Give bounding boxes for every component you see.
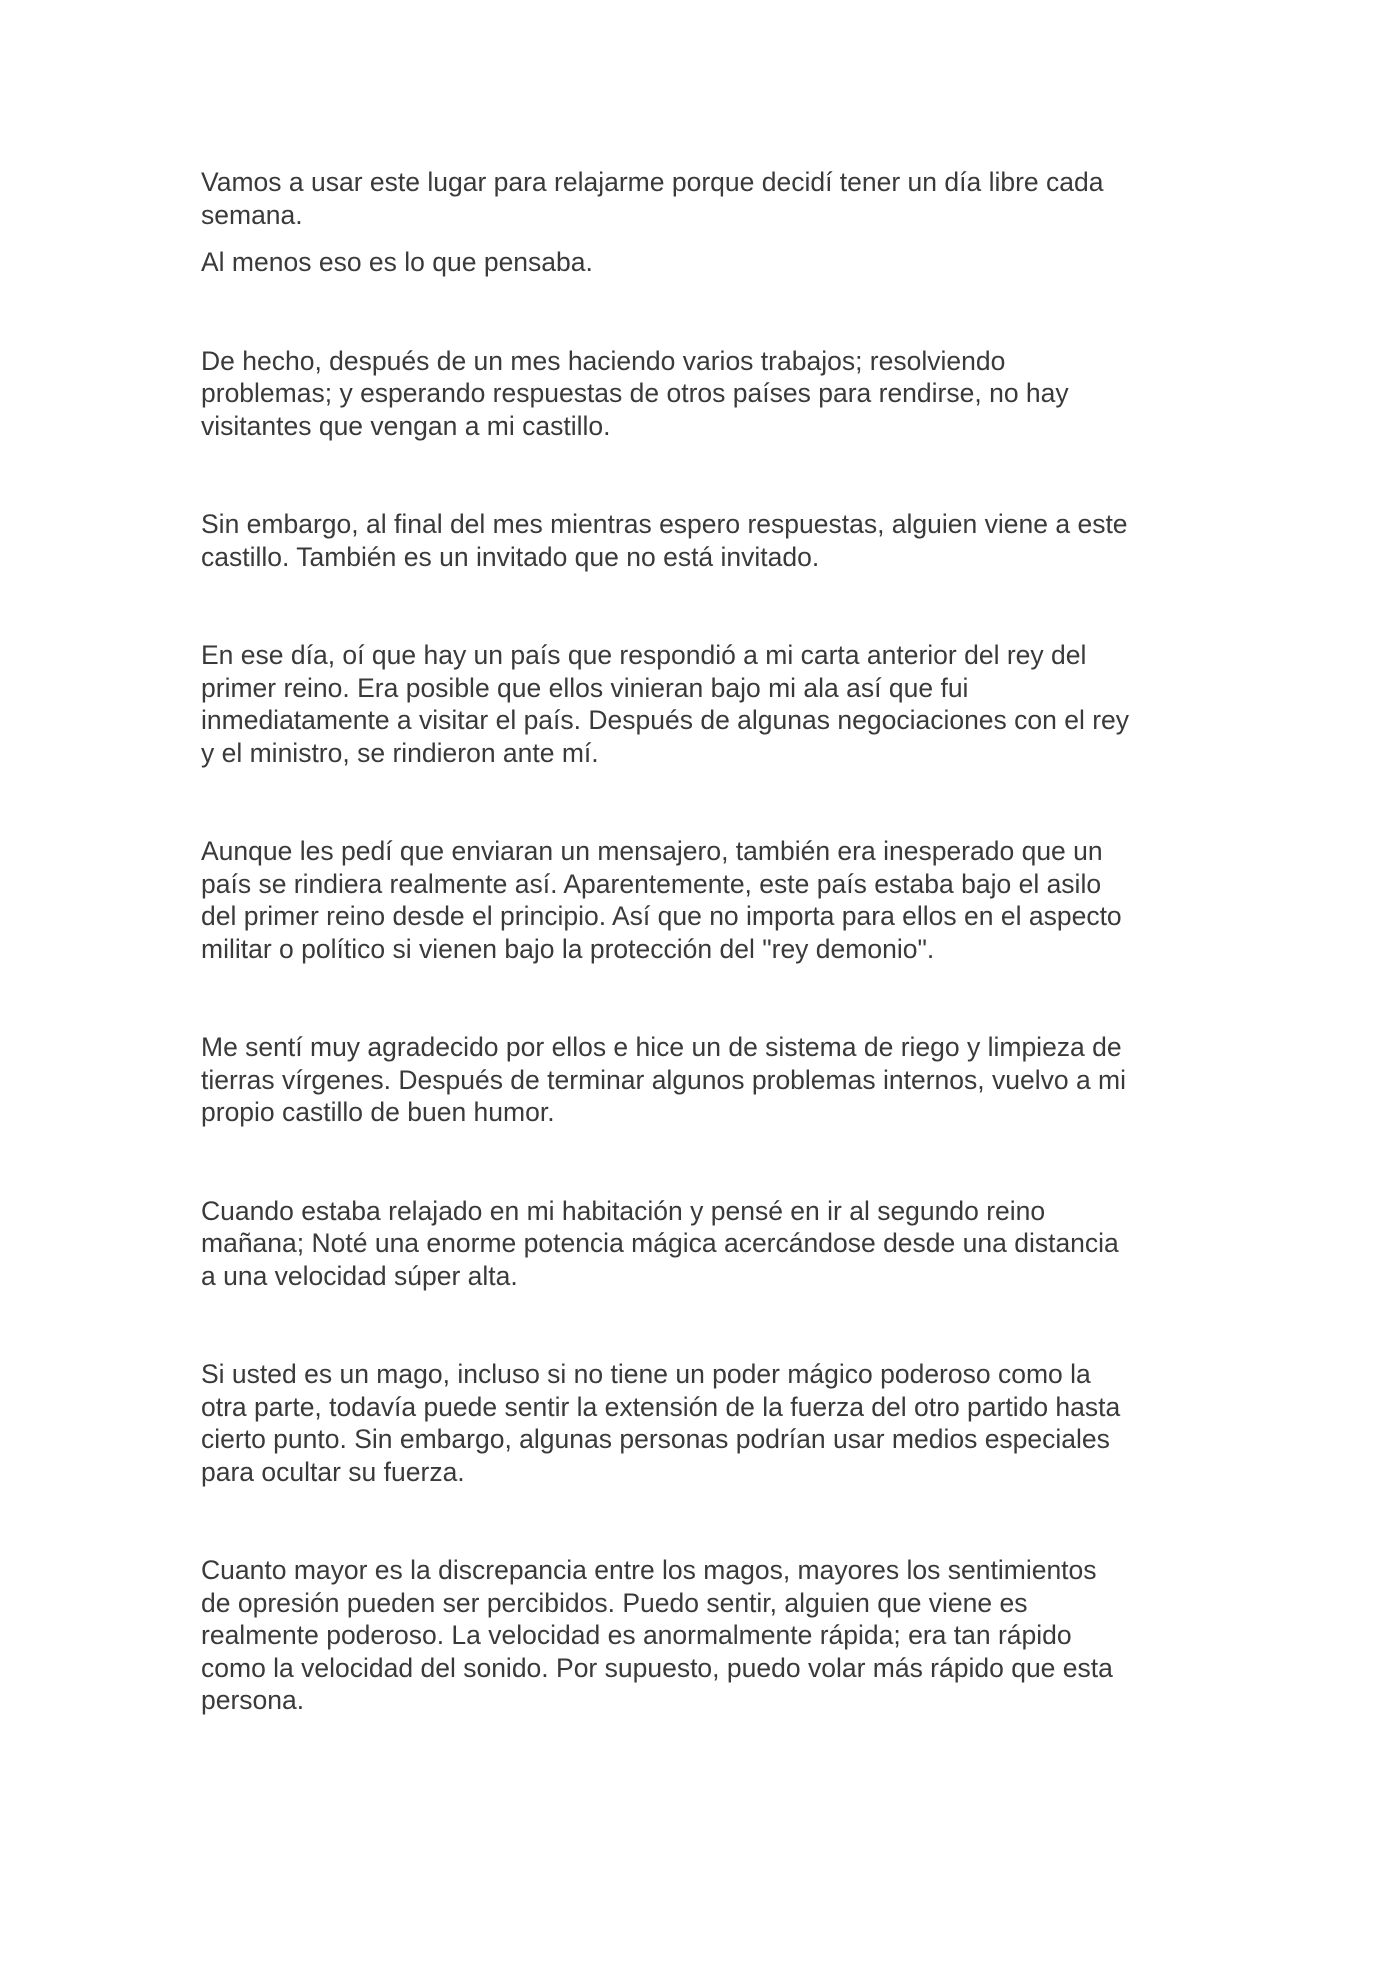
paragraph-10: Cuanto mayor es la discrepancia entre los magos, mayores los sentimientos de opresión pueden ser percibidos. Puedo sentir, alguien que viene es realmente poderoso. La velocidad es anormalmente rápida; era tan rápido como la velocidad del sonido. Por supuesto, puedo volar más rápido que esta persona. (201, 1555, 1113, 1715)
paragraph-1: Vamos a usar este lugar para relajarme porque decidí tener un día libre cada semana. (201, 167, 1104, 230)
paragraph-8: Cuando estaba relajado en mi habitación y pensé en ir al segundo reino mañana; Noté una enorme potencia mágica acercándose desde una distancia a una velocidad súper alta. (201, 1195, 1119, 1291)
paragraph-6: Aunque les pedí que enviaran un mensajero, también era inesperado que un país se rindiera realmente así. Aparentemente, este país estaba bajo el asilo del primer reino desde el principio. Así que no importa para ellos en el aspecto militar o político si vienen bajo la protección del "rey demonio". (201, 836, 1122, 964)
paragraph-5: En ese día, oí que hay un país que respondió a mi carta anterior del rey del primer reino. Era posible que ellos vinieran bajo mi ala así que fui inmediatamente a visitar el país. Después de algunas negociaciones con el rey y el ministro, se rindieron ante mí. (201, 640, 1130, 768)
paragraph-4: Sin embargo, al final del mes mientras espero respuestas, alguien viene a este castillo. También es un invitado que no está invitado. (201, 509, 1128, 572)
paragraph-3: De hecho, después de un mes haciendo varios trabajos; resolviendo problemas; y esperando respuestas de otros países para rendirse, no hay visitantes que vengan a mi castillo. (201, 345, 1069, 441)
paragraph-9: Si usted es un mago, incluso si no tiene un poder mágico poderoso como la otra parte, todavía puede sentir la extensión de la fuerza del otro partido hasta cierto punto. Sin embargo, algunas personas podrían usar medios especiales para ocultar su fuerza. (201, 1359, 1121, 1487)
paragraph-2: Al menos eso es lo que pensaba. (201, 247, 593, 277)
paragraph-7: Me sentí muy agradecido por ellos e hice un de sistema de riego y limpieza de tierras vírgenes. Después de terminar algunos problemas internos, vuelvo a mi propio castillo de buen humor. (201, 1032, 1127, 1127)
document-body (201, 166, 1201, 1717)
